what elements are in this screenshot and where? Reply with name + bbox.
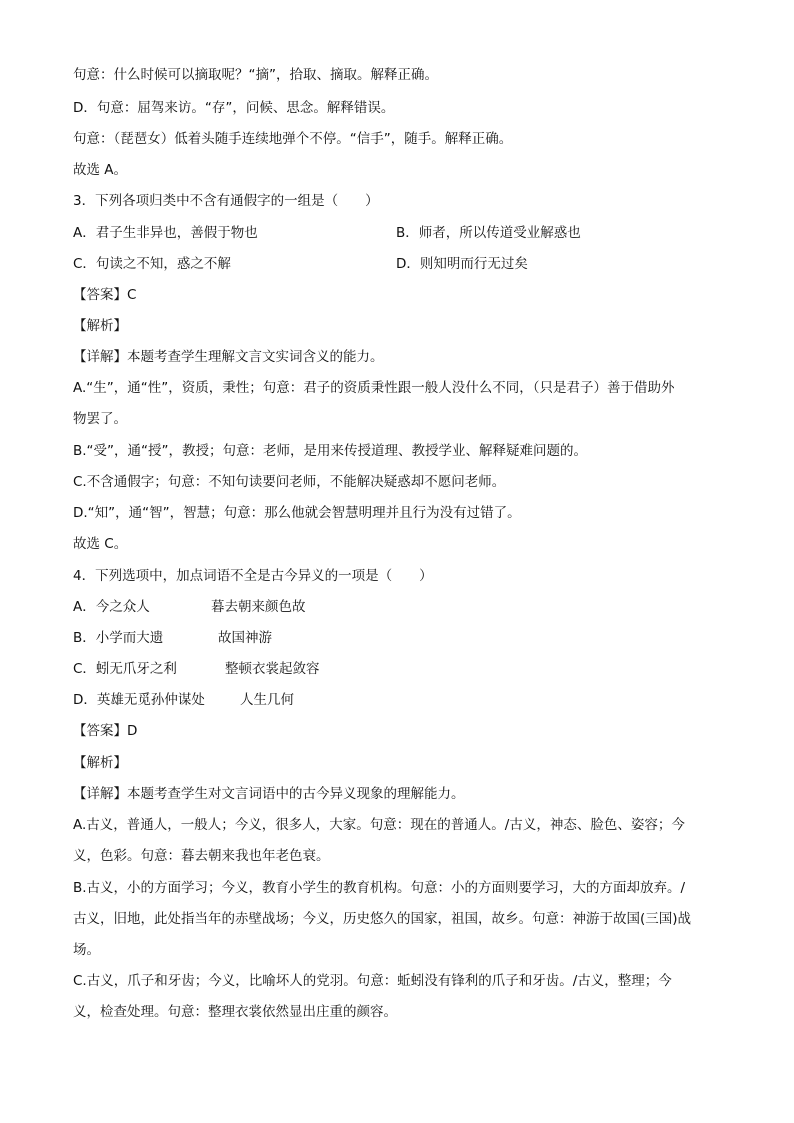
text-line: D．句意：屈驾来访。“存”，问候、思念。解释错误。 (73, 100, 395, 116)
q4-detail-line: A.古义，普通人，一般人；今义，很多人，大家。句意：现在的普通人。/古义，神态、脸色、姿容；今 (73, 817, 685, 833)
q3-conclusion: 故选 C。 (73, 536, 128, 552)
q4-option-c-second: 整顿衣裳起敛容 (225, 661, 320, 677)
q4-answer: 【答案】D (73, 723, 138, 739)
q4-detail-line: 义，色彩。句意：暮去朝来我也年老色衰。 (73, 848, 330, 864)
q3-detail-line: B.“受”，通“授”，教授；句意：老师，是用来传授道理、教授学业、解释疑难问题的。 (73, 443, 588, 459)
q3-analysis-heading: 【解析】 (73, 318, 127, 334)
q3-detail-line: A.“生”，通“性”，资质，秉性；句意：君子的资质秉性跟一般人没什么不同，（只是君子）善于借助外 (73, 380, 675, 396)
q3-detail-line: 物罢了。 (73, 411, 127, 427)
q3-option-b: B．师者，所以传道受业解惑也 (396, 225, 581, 241)
q4-option-a: A．今之众人 (73, 599, 150, 615)
q4-option-b-second: 故国神游 (218, 630, 272, 646)
q4-detail-line: 义，检查处理。句意：整理衣裳依然显出庄重的颜容。 (73, 1004, 397, 1020)
q3-detail-line: D.“知”，通“智”，智慧；句意：那么他就会智慧明理并且行为没有过错了。 (73, 505, 521, 521)
q4-option-a-second: 暮去朝来颜色故 (211, 599, 306, 615)
q4-option-d: D．英雄无觅孙仲谋处 (73, 692, 205, 708)
q3-detail-line: C.不含通假字；句意：不知句读要问老师，不能解决疑惑却不愿问老师。 (73, 474, 506, 490)
question-3-stem: 3．下列各项归类中不含有通假字的一组是（ ） (73, 193, 379, 209)
q3-option-a: A．君子生非异也，善假于物也 (73, 225, 258, 241)
q4-detail-line: B.古义，小的方面学习；今义，教育小学生的教育机构。句意：小的方面则要学习，大的方面却放弃。/ (73, 880, 686, 896)
text-line: 故选 A。 (73, 162, 128, 178)
q4-option-b: B．小学而大遗 (73, 630, 164, 646)
q3-answer: 【答案】C (73, 287, 137, 303)
q4-detail-line: 【详解】本题考查学生对文言词语中的古今异义现象的理解能力。 (73, 786, 465, 802)
text-line: 句意：什么时候可以摘取呢？“摘”，拾取、摘取。解释正确。 (73, 67, 438, 83)
question-4-stem: 4．下列选项中，加点词语不全是古今异义的一项是（ ） (73, 568, 433, 584)
q4-detail-line: C.古义，爪子和牙齿；今义，比喻坏人的党羽。句意：蚯蚓没有锋利的爪子和牙齿。/古义，整理；今 (73, 973, 672, 989)
text-line: 句意：（琵琶女）低着头随手连续地弹个不停。“信手”，随手。解释正确。 (73, 131, 513, 147)
q4-detail-line: 古义，旧地，此处指当年的赤壁战场；今义，历史悠久的国家，祖国，故乡。句意：神游于故国(三国)战 (73, 911, 692, 927)
q3-option-d: D．则知明而行无过矣 (396, 256, 528, 272)
q4-detail-line: 场。 (73, 942, 100, 958)
q3-detail-line: 【详解】本题考查学生理解文言文实词含义的能力。 (73, 349, 384, 365)
q4-option-c: C．蚓无爪牙之利 (73, 661, 177, 677)
q4-analysis-heading: 【解析】 (73, 755, 127, 771)
q4-option-d-second: 人生几何 (240, 692, 294, 708)
q3-option-c: C．句读之不知，惑之不解 (73, 256, 231, 272)
